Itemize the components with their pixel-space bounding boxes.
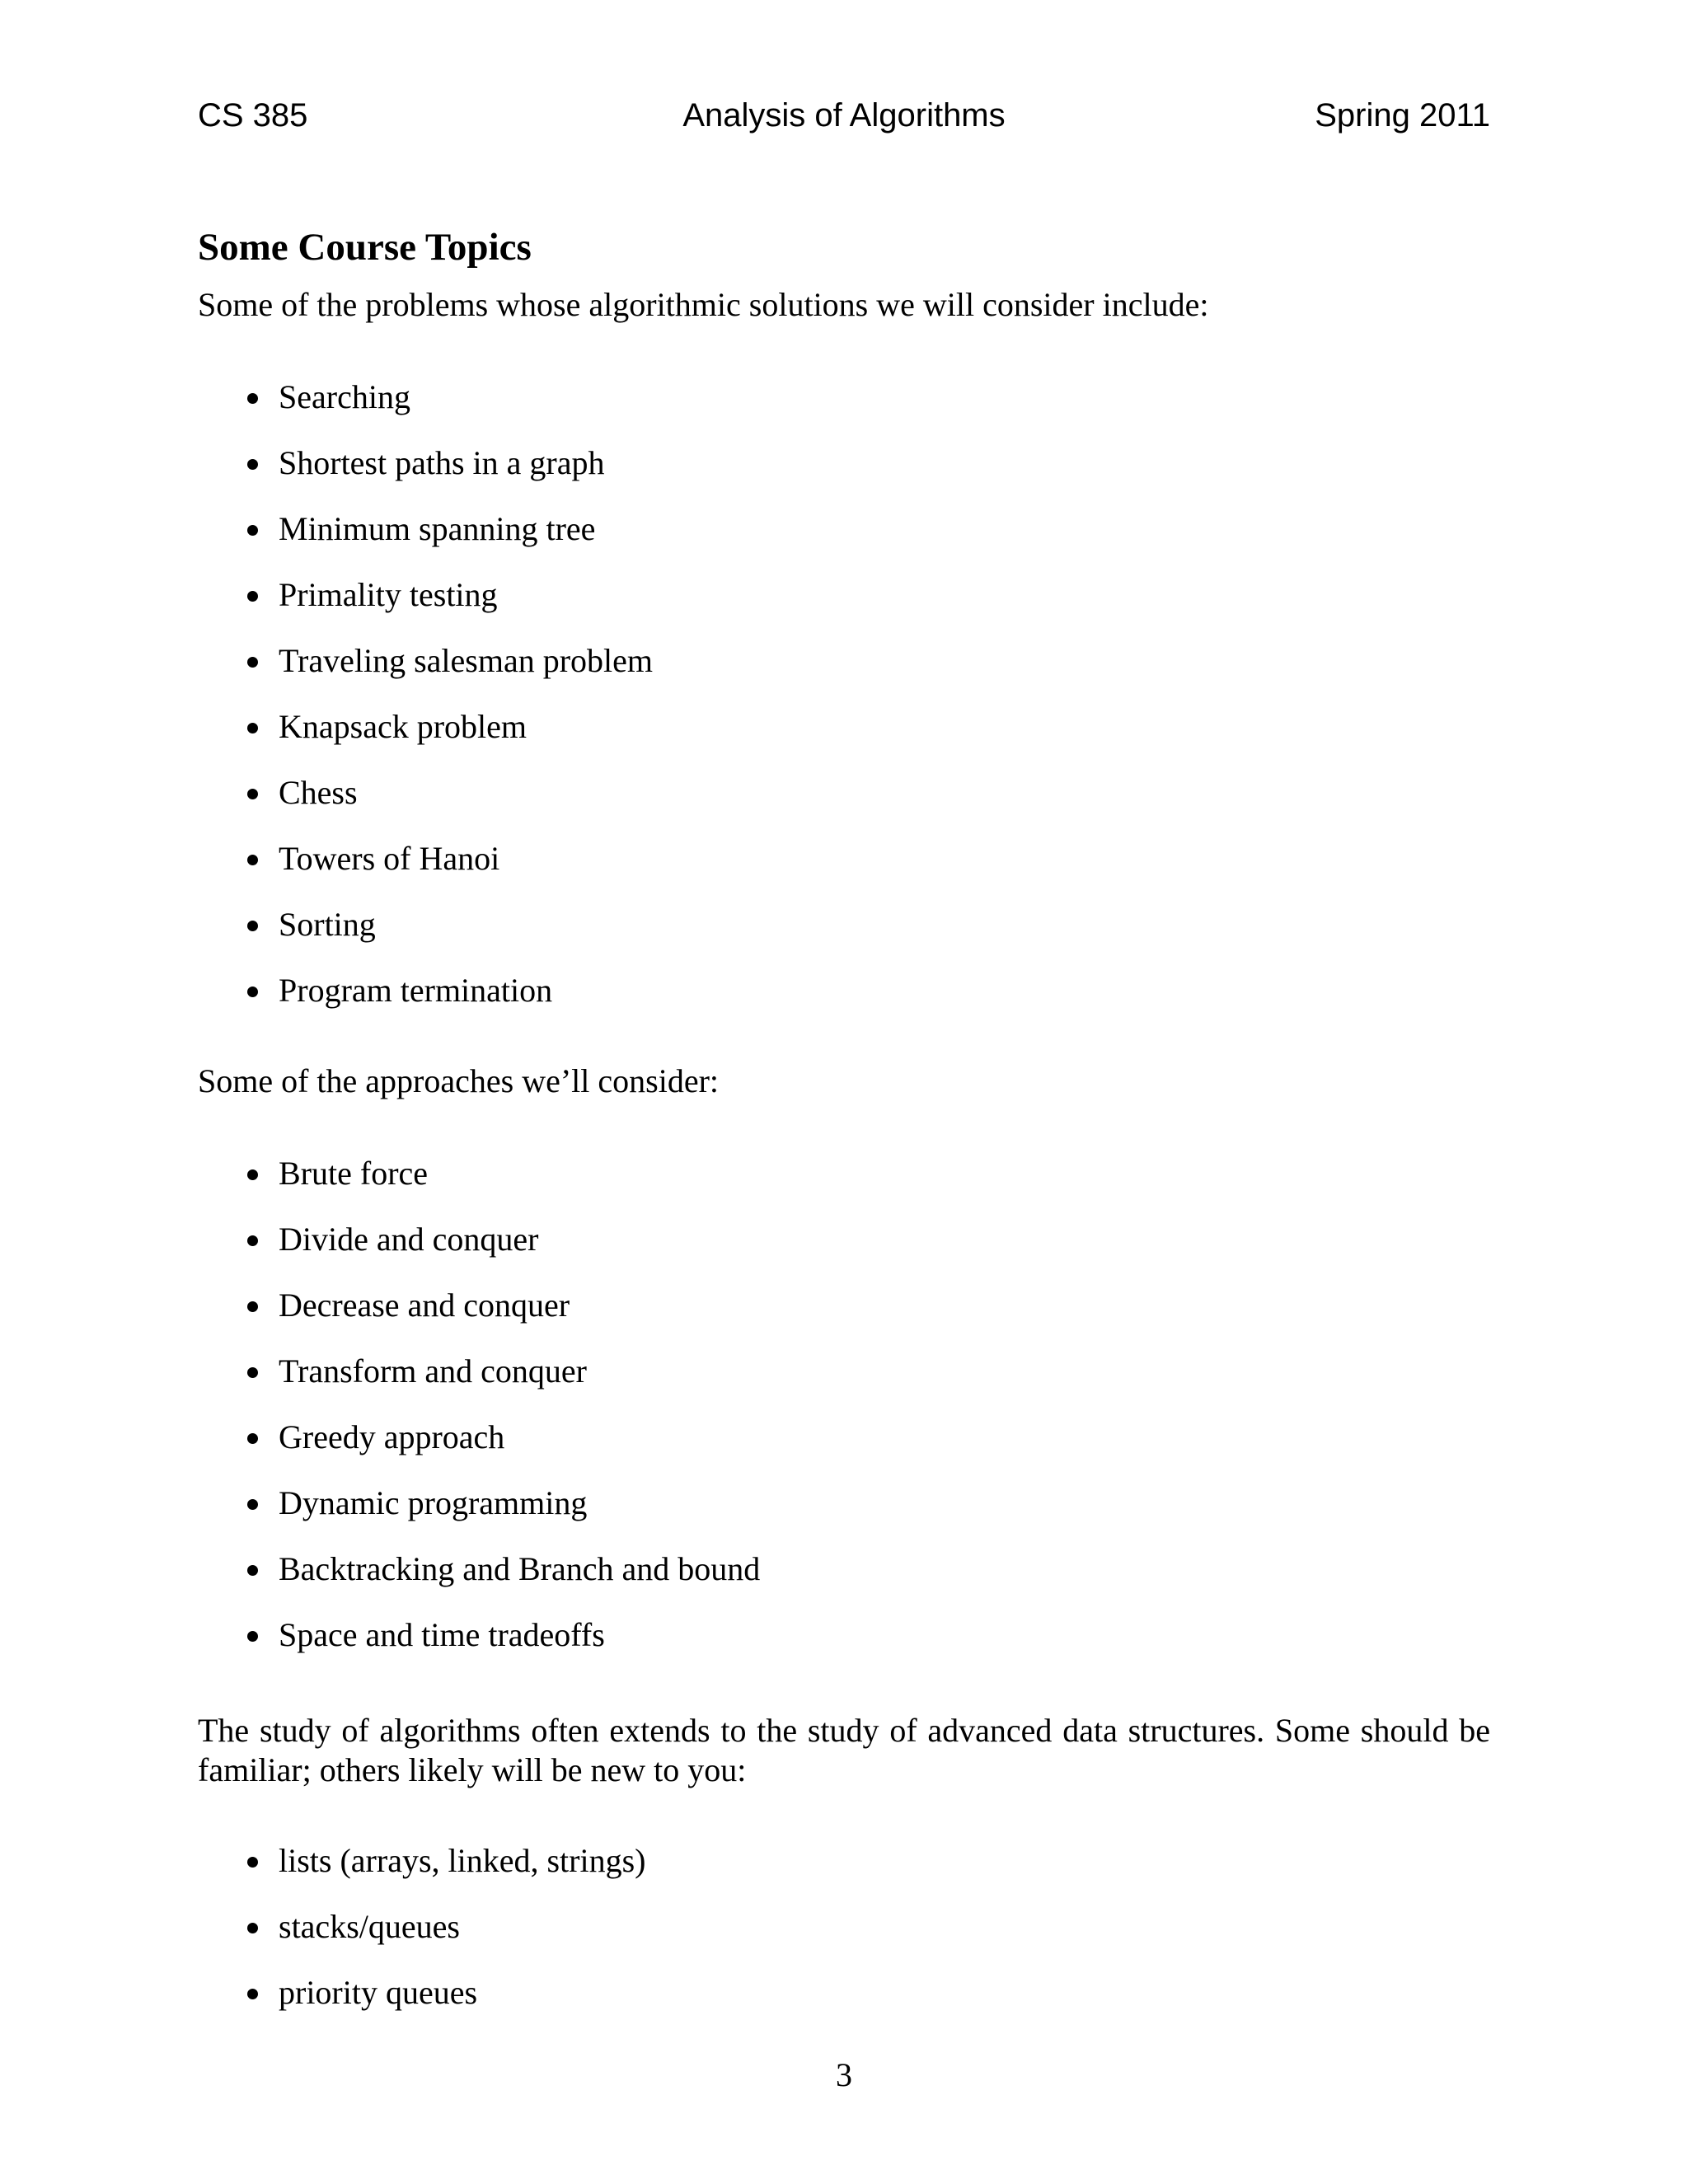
list-item: Space and time tradeoffs — [198, 1615, 760, 1681]
list-item: Minimum spanning tree — [198, 509, 653, 575]
bullet-icon — [247, 987, 258, 997]
list-item: Decrease and conquer — [198, 1286, 760, 1352]
list-item: Greedy approach — [198, 1418, 760, 1483]
list-item: stacks/queues — [198, 1907, 646, 1973]
bullet-icon — [247, 1631, 258, 1642]
list-item: Chess — [198, 773, 653, 839]
bullet-icon — [247, 459, 258, 470]
bullet-icon — [247, 1433, 258, 1444]
bullet-icon — [247, 1565, 258, 1576]
header-term: Spring 2011 — [1315, 97, 1490, 134]
bullet-icon — [247, 525, 258, 536]
bullet-icon — [247, 393, 258, 404]
list-item: Transform and conquer — [198, 1352, 760, 1418]
list-item: Shortest paths in a graph — [198, 443, 653, 509]
bullet-icon — [247, 723, 258, 733]
bullet-icon — [247, 1923, 258, 1933]
header-course: CS 385 — [198, 97, 308, 134]
running-header — [198, 92, 1490, 138]
list-item: Dynamic programming — [198, 1483, 760, 1549]
data-structures-list — [198, 1841, 646, 2039]
bullet-icon — [247, 1301, 258, 1312]
list-item: Searching — [198, 377, 653, 443]
approaches-list — [198, 1154, 760, 1681]
problems-list — [198, 377, 653, 1037]
bullet-icon — [247, 789, 258, 799]
bullet-icon — [247, 1367, 258, 1378]
bullet-icon — [247, 591, 258, 602]
bullet-icon — [247, 1857, 258, 1868]
list-item: Backtracking and Branch and bound — [198, 1549, 760, 1615]
list-item: lists (arrays, linked, strings) — [198, 1841, 646, 1907]
bullet-icon — [247, 1169, 258, 1180]
list-item: Towers of Hanoi — [198, 839, 653, 905]
bullet-icon — [247, 657, 258, 668]
bullet-icon — [247, 1499, 258, 1510]
list-item: Sorting — [198, 905, 653, 971]
data-structures-intro: The study of algorithms often extends to the study of advanced data structures. Some should be familiar; others likely will be new to you: — [198, 1712, 1490, 1788]
bullet-icon — [247, 921, 258, 931]
list-item: Brute force — [198, 1154, 760, 1220]
list-item: Program termination — [198, 971, 653, 1037]
page-number: 3 — [836, 2056, 852, 2093]
list-item: priority queues — [198, 1973, 646, 2039]
bullet-icon — [247, 1989, 258, 1999]
problems-intro: Some of the problems whose algorithmic solutions we will consider include: — [198, 286, 1209, 323]
list-item: Primality testing — [198, 575, 653, 641]
list-item: Knapsack problem — [198, 707, 653, 773]
bullet-icon — [247, 855, 258, 865]
bullet-icon — [247, 1235, 258, 1246]
approaches-intro: Some of the approaches we’ll consider: — [198, 1062, 720, 1099]
list-item: Divide and conquer — [198, 1220, 760, 1286]
list-item: Traveling salesman problem — [198, 641, 653, 707]
section-title: Some Course Topics — [198, 226, 532, 269]
header-title: Analysis of Algorithms — [682, 97, 1006, 134]
